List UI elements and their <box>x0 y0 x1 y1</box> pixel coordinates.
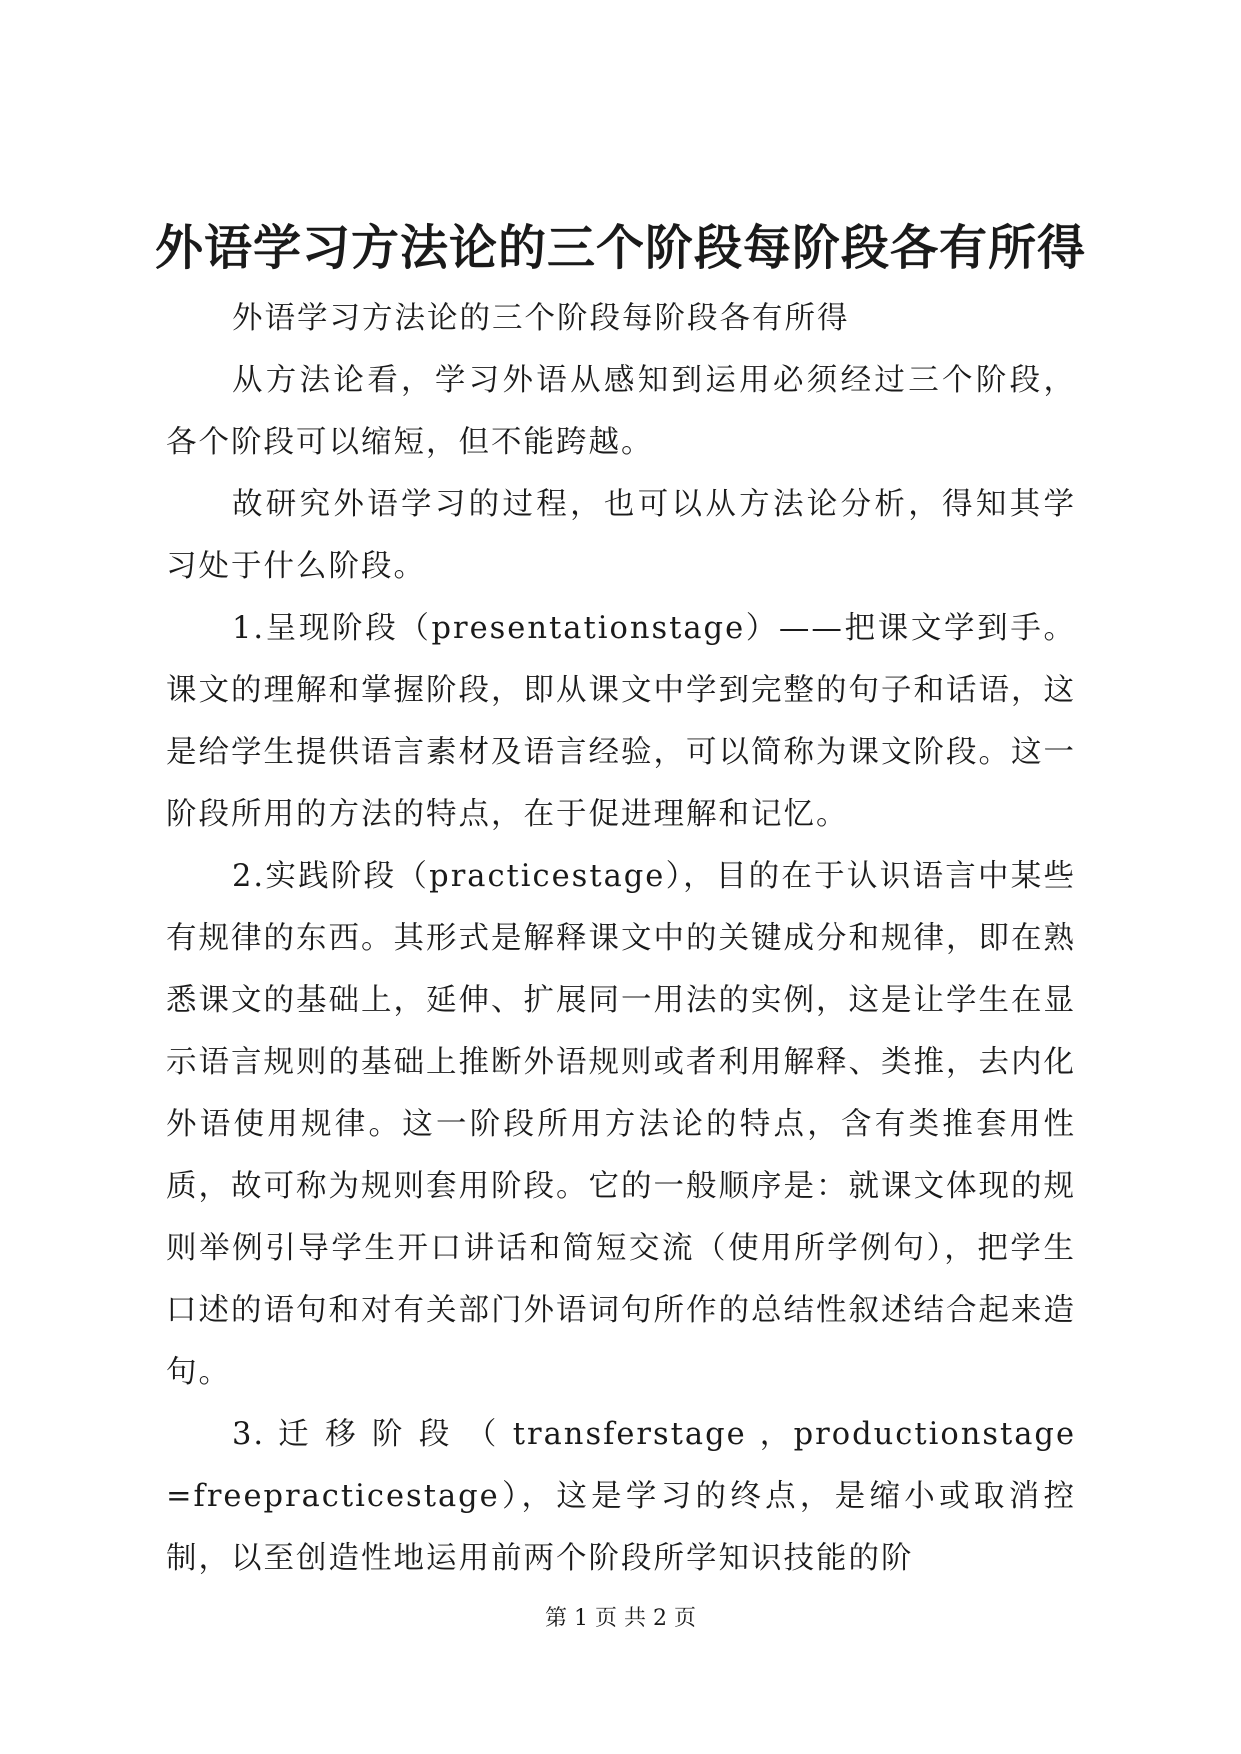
page-number-footer: 第 1 页 共 2 页 <box>545 1606 696 1631</box>
paragraph-stage-3: 3. 迁 移 阶 段 （ transferstage ，productionstage=freepracticestage），这是学习的终点，是缩小或取消控制，以至创造性地运用前两个阶段所学知识技能的阶 <box>166 1417 1076 1576</box>
paragraph-analysis: 故研究外语学习的过程，也可以从方法论分析，得知其学习处于什么阶段。 <box>166 487 1076 584</box>
document-title: 外语学习方法论的三个阶段每阶段各有所得 <box>154 220 1086 276</box>
paragraph-stage-1: 1.呈现阶段（presentationstage）——把课文学到手。课文的理解和掌握阶段，即从课文中学到完整的句子和话语，这是给学生提供语言素材及语言经验，可以简称为课文阶段。这一阶段所用的方法的特点，在于促进理解和记忆。 <box>166 611 1076 832</box>
paragraph-intro: 从方法论看，学习外语从感知到运用必须经过三个阶段，各个阶段可以缩短，但不能跨越。 <box>166 363 1076 460</box>
paragraph-subtitle: 外语学习方法论的三个阶段每阶段各有所得 <box>232 301 850 336</box>
paragraph-stage-2: 2.实践阶段（practicestage），目的在于认识语言中某些有规律的东西。其形式是解释课文中的关键成分和规律，即在熟悉课文的基础上，延伸、扩展同一用法的实例，这是让学生在显示语言规则的基础上推断外语规则或者利用解释、类推，去内化外语使用规律。这一阶段所用方法论的特点，含有类推套用性质，故可称为规则套用阶段。它的一般顺序是：就课文体现的规则举例引导学生开口讲话和简短交流（使用所学例句），把学生口述的语句和对有关部门外语词句所作的总结性叙述结合起来造句。 <box>166 859 1076 1390</box>
document-body <box>166 288 1076 1590</box>
